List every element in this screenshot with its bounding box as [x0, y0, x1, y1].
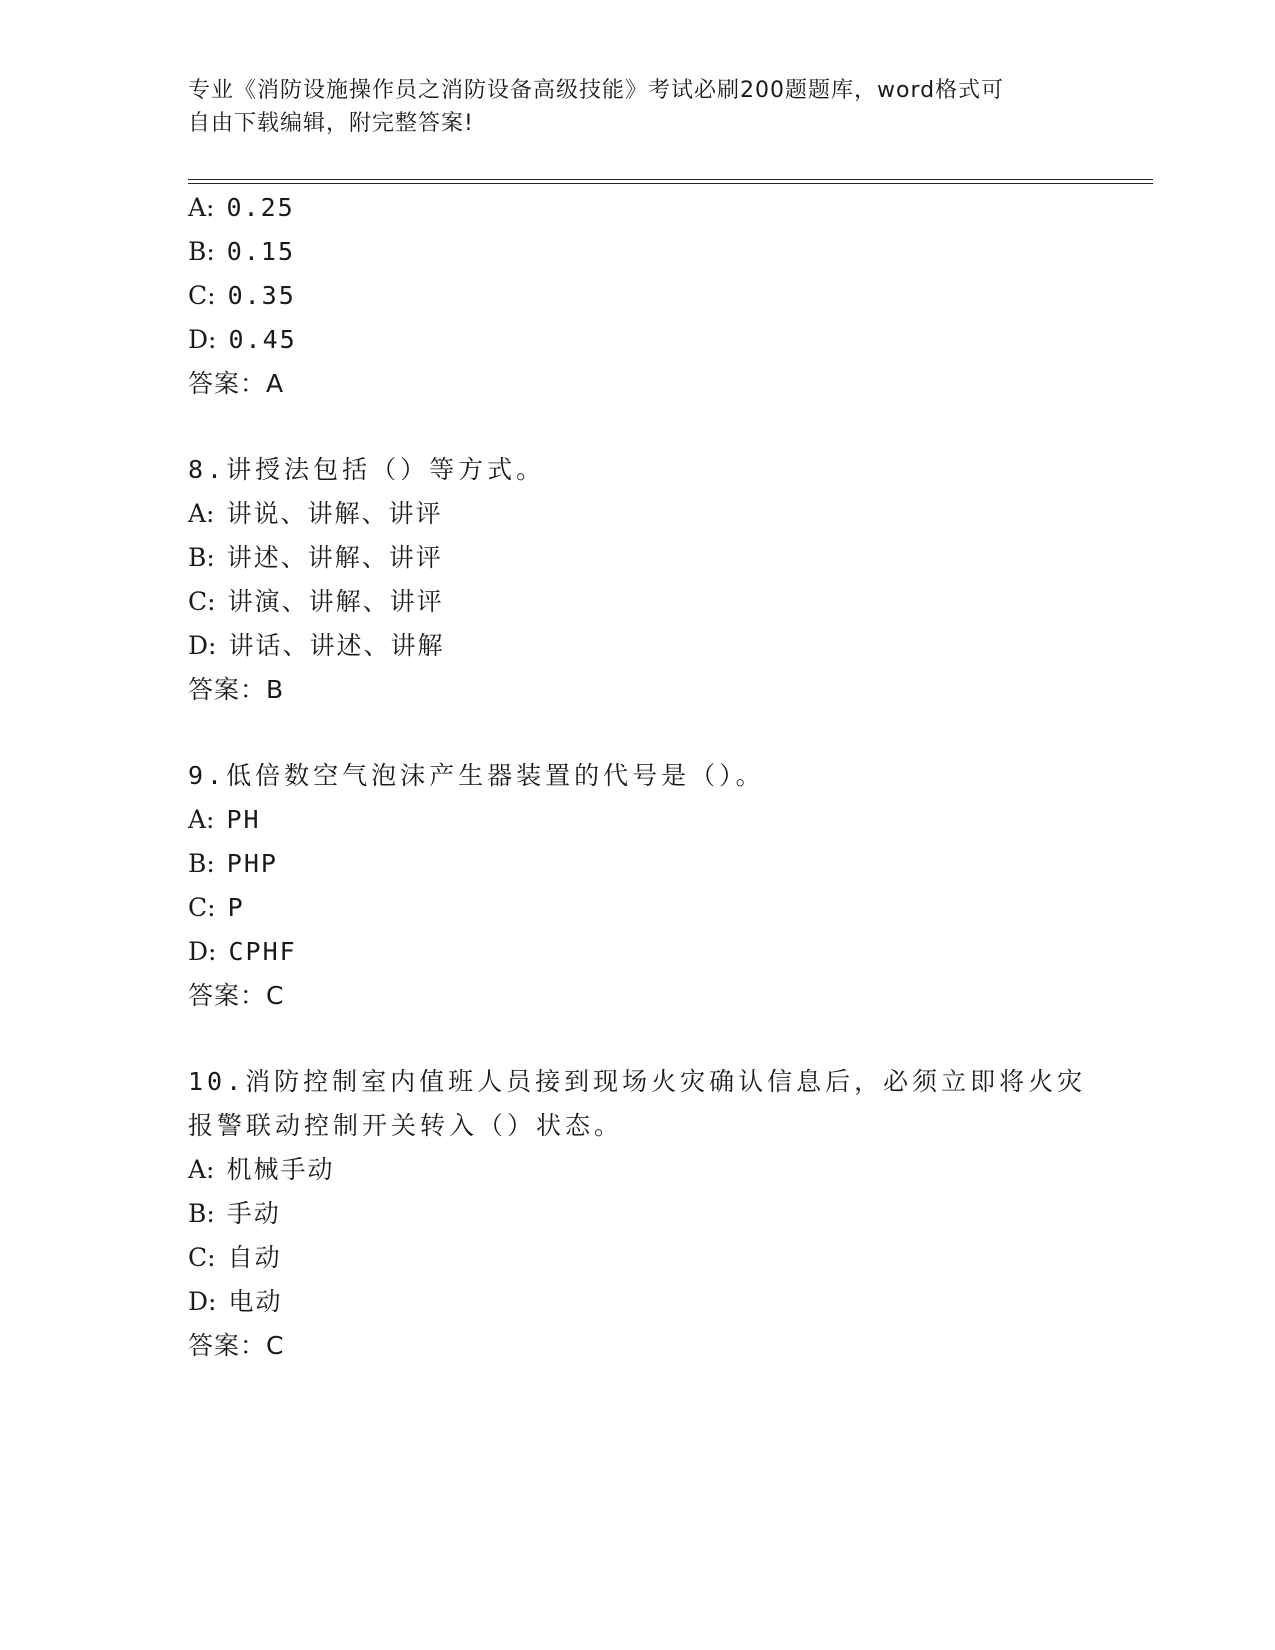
q7-option-d [188, 325, 297, 355]
q8-answer: 答案：B [188, 675, 285, 704]
option-label: B: [188, 237, 215, 266]
option-label: A: [188, 1155, 215, 1184]
header-line-1: 专业《消防设施操作员之消防设备高级技能》考试必刷200题题库，word格式可 [188, 78, 1005, 103]
option-label: D: [188, 937, 217, 966]
option-label: C: [188, 893, 216, 922]
q8-option-c [188, 587, 444, 617]
q8-stem: 8.讲授法包括（）等方式。 [188, 455, 546, 484]
q7-option-a [188, 193, 295, 223]
option-text: 机械手动 [226, 1155, 335, 1184]
option-text: 0.45 [228, 325, 297, 354]
option-label: C: [188, 1243, 216, 1272]
q9-answer: 答案：C [188, 981, 285, 1010]
q8-option-a [188, 499, 443, 529]
option-text: PH [226, 805, 261, 834]
q9-option-c [188, 893, 245, 923]
q10-option-d [188, 1287, 282, 1317]
q7-answer: 答案：A [188, 369, 285, 398]
option-label: C: [188, 587, 216, 616]
q10-option-a [188, 1155, 335, 1185]
option-text: 电动 [228, 1287, 283, 1316]
option-text: CPHF [228, 937, 297, 966]
q7-option-b [188, 237, 295, 267]
option-text: 自动 [227, 1243, 282, 1272]
q10-option-b [188, 1199, 281, 1229]
q9-stem: 9.低倍数空气泡沫产生器装置的代号是（）。 [188, 761, 765, 790]
document-header [188, 74, 1068, 140]
option-text: 0.35 [227, 281, 296, 310]
q9-option-d [188, 937, 297, 967]
option-label: B: [188, 1199, 215, 1228]
option-text: 讲演、讲解、讲评 [227, 587, 444, 616]
option-text: 讲述、讲解、讲评 [226, 543, 443, 572]
option-label: A: [188, 499, 215, 528]
q9-option-b [188, 849, 278, 879]
header-line-2: 自由下载编辑，附完整答案! [188, 111, 474, 136]
option-label: D: [188, 1287, 217, 1316]
option-label: B: [188, 543, 215, 572]
option-text: 0.25 [226, 193, 295, 222]
option-label: A: [188, 193, 215, 222]
q7-option-c [188, 281, 296, 311]
option-label: C: [188, 281, 216, 310]
q10-option-c [188, 1243, 282, 1273]
option-text: 0.15 [226, 237, 296, 266]
option-text: 讲说、讲解、讲评 [226, 499, 443, 528]
option-text: PHP [226, 849, 278, 878]
q9-option-a [188, 805, 261, 835]
q8-option-b [188, 543, 443, 573]
option-text: 手动 [226, 1199, 281, 1228]
q10-stem-line-2: 报警联动控制开关转入（）状态。 [188, 1111, 624, 1140]
option-label: B: [188, 849, 215, 878]
q10-stem-line-1: 10.消防控制室内值班人员接到现场火灾确认信息后，必须立即将火灾 [188, 1067, 1087, 1096]
option-label: D: [188, 631, 217, 660]
q10-answer: 答案：C [188, 1331, 285, 1360]
q8-option-d [188, 631, 444, 661]
option-text: P [227, 893, 245, 922]
header-divider-top [188, 179, 1153, 180]
header-divider-bottom [188, 183, 1153, 184]
option-text: 讲话、讲述、讲解 [228, 631, 445, 660]
option-label: D: [188, 325, 217, 354]
option-label: A: [188, 805, 215, 834]
